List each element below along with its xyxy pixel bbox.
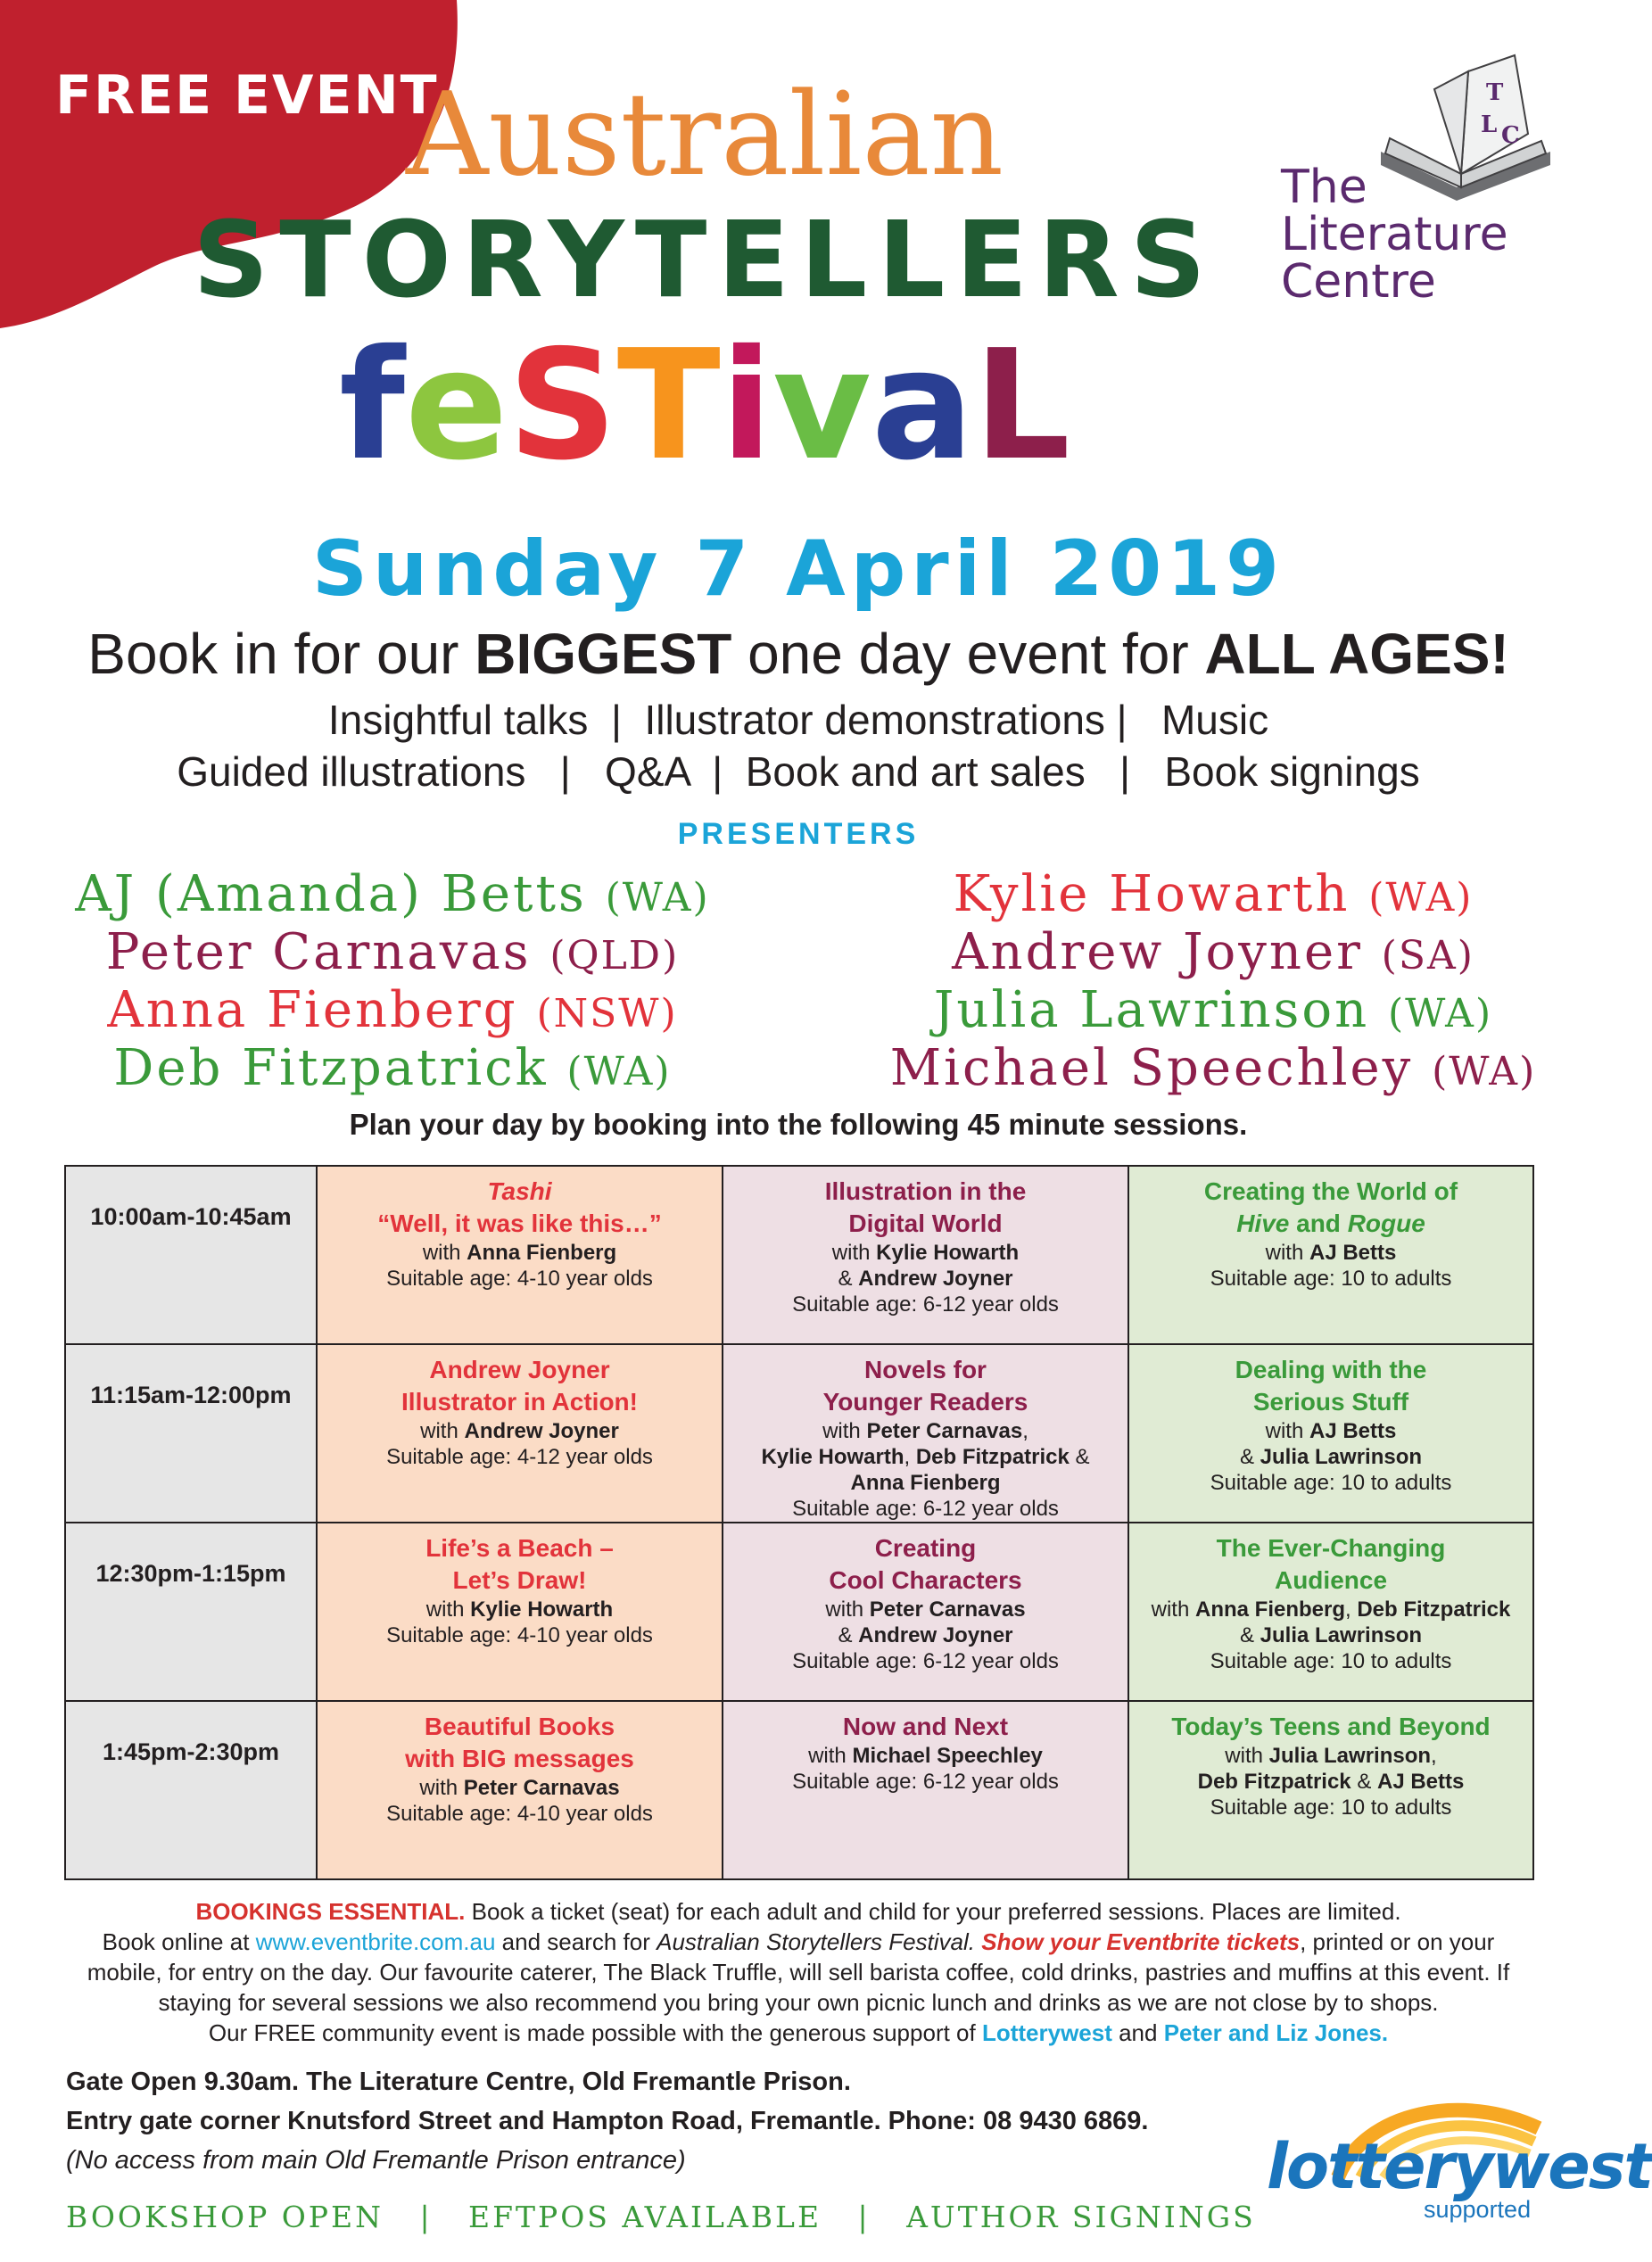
session-time: 1:45pm-2:30pm (65, 1701, 317, 1879)
presenter-state: (WA) (1432, 1049, 1537, 1094)
lotterywest-text: Lotterywest (981, 2019, 1112, 2046)
presenter-entry (0, 983, 785, 1041)
session-age: Suitable age: 10 to adults (1210, 1796, 1452, 1820)
event-date: Sunday 7 April 2019 (312, 524, 1284, 614)
tagline-mid: one day event for (731, 622, 1205, 686)
show-tickets-text: Show your Eventbrite tickets (975, 1928, 1301, 1955)
session-presenters: with Kylie Howarth (425, 1597, 614, 1622)
session-presenters: with AJ Betts (1265, 1241, 1397, 1265)
tagline-pre: Book in for our (87, 622, 475, 686)
logo-line-literature: Literature (1281, 208, 1508, 262)
presenter-name: Julia Lawrinson (933, 981, 1370, 1039)
session-age: Suitable age: 6-12 year olds (792, 1497, 1059, 1521)
session-cell (317, 1701, 723, 1879)
presenter-name: Kylie Howarth (953, 865, 1351, 923)
festival-letter: L (973, 318, 1070, 494)
festival-letter: i (720, 318, 773, 494)
title-australian: Australian (405, 69, 1004, 202)
lotterywest-logo-word: lotterywest (1267, 2130, 1652, 2203)
session-presenters: with Peter Carnavas & Andrew Joyner (825, 1597, 1026, 1647)
session-cell (723, 1166, 1128, 1344)
festival-letter: T (616, 318, 721, 494)
festival-letter: v (772, 318, 871, 494)
session-presenters: with Julia Lawrinson, Deb Fitzpatrick & AJ Betts (1197, 1744, 1465, 1794)
presenter-state: (WA) (566, 1049, 672, 1094)
presenter-name: Anna Fienberg (107, 981, 518, 1039)
bookings-paragraph (62, 1896, 1534, 2048)
session-title: Novels for Younger Readers (822, 1356, 1028, 1416)
session-presenters: with AJ Betts & Julia Lawrinson (1239, 1419, 1423, 1469)
presenter-entry (821, 983, 1606, 1041)
presenter-entry (821, 867, 1606, 925)
session-cell (1128, 1523, 1533, 1701)
festival-letter: f (339, 318, 406, 494)
session-title: Dealing with the Serious Stuff (1235, 1356, 1427, 1416)
presenter-entry (0, 1041, 785, 1099)
book-letter-t: T (1486, 79, 1504, 106)
book-letter-l: L (1481, 111, 1498, 138)
presenter-state: (SA) (1381, 933, 1474, 978)
presenter-name: Andrew Joyner (952, 923, 1363, 981)
session-presenters: with Andrew Joyner (420, 1419, 619, 1443)
session-age: Suitable age: 6-12 year olds (792, 1649, 1059, 1673)
presenter-name: Michael Speechley (889, 1039, 1414, 1097)
festival-name: Australian Storytellers Festival. (657, 1928, 976, 1955)
session-cell (1128, 1701, 1533, 1879)
gate-open-info: Gate Open 9.30am. The Literature Centre, Old Fremantle Prison. (66, 2068, 851, 2096)
presenter-state: (WA) (605, 875, 710, 920)
presenter-entry (0, 925, 785, 983)
session-title: Creating the World of Hive and Rogue (1203, 1177, 1458, 1237)
session-title: Beautiful Books with BIG messages (405, 1713, 634, 1772)
presenter-state: (WA) (1368, 875, 1474, 920)
features-line-2: Guided illustrations | Q&A | Book and art sales | Book signings (177, 748, 1420, 795)
presenter-name: Deb Fitzpatrick (113, 1039, 549, 1097)
title-storytellers: STORYTELLERS (193, 198, 1217, 321)
presenters-heading: PRESENTERS (677, 817, 920, 851)
bookings-sentence-5: Our FREE community event is made possible with the generous support of (208, 2019, 982, 2046)
session-presenters: with Michael Speechley (808, 1744, 1043, 1768)
presenter-name: Peter Carnavas (105, 923, 532, 981)
session-title: Life’s a Beach – Let’s Draw! (425, 1534, 614, 1594)
presenters-left-column (0, 867, 785, 1099)
presenter-state: (NSW) (536, 991, 678, 1036)
session-title: Now and Next (842, 1713, 1009, 1740)
presenter-name: AJ (Amanda) Betts (75, 865, 587, 923)
plan-instructions: Plan your day by booking into the following 45 minute sessions. (349, 1108, 1248, 1141)
session-age: Suitable age: 4-10 year olds (386, 1802, 653, 1826)
schedule-row (65, 1701, 1533, 1879)
schedule-row (65, 1166, 1533, 1344)
presenter-state: (WA) (1387, 991, 1493, 1036)
bookings-and: and (1111, 2019, 1164, 2046)
session-presenters: with Kylie Howarth & Andrew Joyner (831, 1241, 1020, 1291)
session-title: The Ever-Changing Audience (1216, 1534, 1446, 1594)
no-access-note: (No access from main Old Fremantle Prison entrance) (66, 2146, 686, 2175)
bookings-sentence-3: and search for (495, 1928, 657, 1955)
festival-letter: e (405, 318, 508, 494)
presenter-entry (821, 925, 1606, 983)
eventbrite-link[interactable]: www.eventbrite.com.au (255, 1928, 496, 1955)
session-title: Tashi “Well, it was like this…” (377, 1177, 662, 1237)
session-age: Suitable age: 10 to adults (1210, 1267, 1452, 1291)
session-cell (317, 1523, 723, 1701)
session-presenters: with Anna Fienberg, Deb Fitzpatrick & Julia Lawrinson (1151, 1597, 1511, 1647)
schedule-row (65, 1523, 1533, 1701)
session-title: Andrew Joyner Illustrator in Action! (401, 1356, 638, 1416)
presenter-state: (QLD) (549, 933, 680, 978)
session-title: Illustration in the Digital World (824, 1177, 1027, 1237)
session-presenters: with Peter Carnavas, Kylie Howarth, Deb Fitzpatrick & Anna Fienberg (761, 1419, 1090, 1495)
lotterywest-supported: supported (1424, 2196, 1532, 2223)
session-cell (723, 1344, 1128, 1523)
session-title: Creating Cool Characters (829, 1534, 1022, 1594)
session-age: Suitable age: 4-12 year olds (386, 1445, 653, 1469)
free-event-label: FREE EVENT (55, 64, 439, 127)
literature-centre-logo-text (1281, 161, 1508, 310)
session-presenters: with Anna Fienberg (422, 1241, 617, 1265)
bookings-essential: BOOKINGS ESSENTIAL. (195, 1898, 466, 1925)
session-age: Suitable age: 4-10 year olds (386, 1267, 653, 1291)
logo-line-centre: Centre (1281, 255, 1436, 310)
bookings-sentence-1: Book a ticket (seat) for each adult and child for your preferred sessions. Places are limited. (465, 1898, 1401, 1925)
book-letter-c: C (1501, 122, 1520, 149)
session-cell (317, 1344, 723, 1523)
tagline-all-ages: ALL AGES! (1204, 622, 1509, 686)
festival-letter: S (508, 318, 617, 494)
logo-line-the: The (1281, 161, 1367, 214)
entry-gate-info: Entry gate corner Knutsford Street and Hampton Road, Fremantle. Phone: 08 9430 6869. (66, 2107, 1149, 2135)
session-time: 12:30pm-1:15pm (65, 1523, 317, 1701)
session-time: 11:15am-12:00pm (65, 1344, 317, 1523)
session-title: Today’s Teens and Beyond (1171, 1713, 1491, 1740)
bookings-sentence-2: Book online at (102, 1928, 256, 1955)
session-cell (723, 1523, 1128, 1701)
session-cell (1128, 1166, 1533, 1344)
session-age: Suitable age: 10 to adults (1210, 1471, 1452, 1495)
footer-services: BOOKSHOP OPEN | EFTPOS AVAILABLE | AUTHOR SIGNINGS (66, 2200, 1256, 2234)
session-cell (1128, 1344, 1533, 1523)
session-age: Suitable age: 6-12 year olds (792, 1770, 1059, 1794)
session-cell (723, 1701, 1128, 1879)
festival-letter: a (871, 318, 974, 494)
title-festival (0, 318, 1597, 494)
features-line-1: Insightful talks | Illustrator demonstrations | Music (327, 697, 1269, 743)
bookings-sentence-4: , printed or on your mobile, for entry on the day. Our favourite caterer, The Black Truffle, will sell barista coffee, cold drinks, pastries and muffins at this event. If staying for several sessions we also recommend you bring your own picnic lunch and drinks as we are not close by to shops. (87, 1928, 1510, 2016)
session-age: Suitable age: 10 to adults (1210, 1649, 1452, 1673)
tagline (0, 621, 1597, 687)
schedule-row (65, 1344, 1533, 1523)
presenters-right-column (821, 867, 1606, 1099)
session-age: Suitable age: 4-10 year olds (386, 1623, 653, 1647)
presenter-entry (821, 1041, 1606, 1099)
tagline-biggest: BIGGEST (475, 622, 732, 686)
presenter-entry (0, 867, 785, 925)
session-presenters: with Peter Carnavas (419, 1776, 620, 1800)
session-schedule-table (64, 1165, 1534, 1880)
session-age: Suitable age: 6-12 year olds (792, 1292, 1059, 1317)
session-cell (317, 1166, 723, 1344)
session-time: 10:00am-10:45am (65, 1166, 317, 1344)
jones-text: Peter and Liz Jones. (1163, 2019, 1389, 2046)
